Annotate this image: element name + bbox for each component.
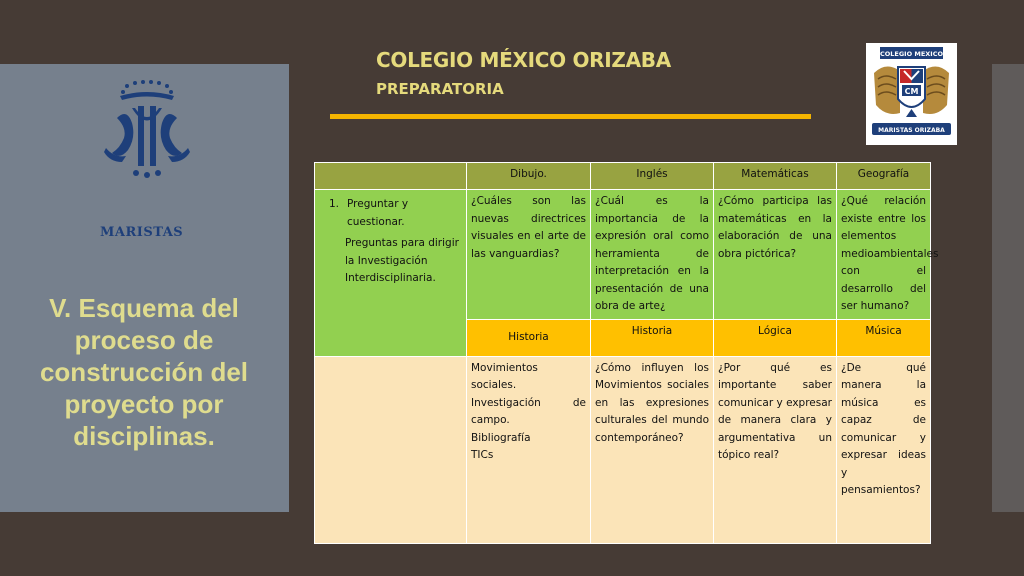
school-level: PREPARATORIA: [376, 80, 504, 98]
cell-musica-question: ¿De qué manera la música es capaz de comunicar y expresar ideas y pensamientos?: [837, 356, 931, 543]
table-row-questions: [315, 190, 931, 320]
crest-top-text: COLEGIO MEXICO: [879, 50, 944, 58]
subheader-cell-historia-1: Historia: [467, 319, 591, 356]
subheader-cell-historia-2: Historia: [591, 319, 714, 356]
header-cell-dibujo: Dibujo.: [467, 163, 591, 190]
subheader-cell-logica: Lógica: [714, 319, 837, 356]
empty-peach-cell: [315, 356, 467, 543]
method-item: TICs: [471, 449, 494, 461]
cell-historia-methods: [467, 356, 591, 543]
crest-emblem-icon: [866, 43, 957, 145]
guide-cell: [315, 190, 467, 357]
guide-subtext: Preguntas para dirigir la Investigación Interdisciplinaria.: [345, 237, 459, 284]
section-title: V. Esquema del proceso de construcción del proyecto por disciplinas.: [39, 293, 249, 451]
crest-initials: CM: [904, 87, 919, 96]
cell-geografia-question: ¿Qué relación existe entre los elementos medioambientales con el desarrollo del ser humano?: [837, 190, 931, 320]
list-item-text: Preguntar y cuestionar.: [347, 198, 409, 228]
header-cell-matematicas: Matemáticas: [714, 163, 837, 190]
header-cell-empty: [315, 163, 467, 190]
cell-ingles-question: ¿Cuál es la importancia de la expresión oral como herramienta de interpretación en la presentación de una obra de arte¿: [591, 190, 714, 320]
header-cell-geografia: Geografía: [837, 163, 931, 190]
cell-historia-question: ¿Cómo influyen los Movimientos sociales en las expresiones culturales del mundo contemporáneo?: [591, 356, 714, 543]
right-decorative-strip: [992, 64, 1024, 512]
crest-bottom-text: MARISTAS ORIZABA: [878, 127, 945, 134]
list-number: 1.: [329, 198, 340, 210]
maristas-logo: [92, 78, 202, 182]
disciplines-table: [314, 162, 939, 544]
left-panel: [0, 64, 289, 512]
gold-divider: [330, 114, 811, 119]
subheader-cell-musica: Música: [837, 319, 931, 356]
cell-dibujo-question: ¿Cuáles son las nuevas directrices visuales en el arte de las vanguardias?: [467, 190, 591, 320]
colegio-crest: [866, 43, 957, 145]
cell-logica-question: ¿Por qué es importante saber comunicar y expresar de manera clara y argumentativa un tópico real?: [714, 356, 837, 543]
table-row-research: [315, 356, 931, 543]
method-item: Movimientos sociales.: [471, 361, 538, 391]
method-item: Bibliografía: [471, 431, 531, 444]
header-cell-ingles: Inglés: [591, 163, 714, 190]
method-item: Investigación de campo.: [471, 396, 586, 426]
cell-matematicas-question: ¿Cómo participa las matemáticas en la elaboración de una obra pictórica?: [714, 190, 837, 320]
school-name: COLEGIO MÉXICO ORIZABA: [376, 48, 671, 72]
list-item: [319, 196, 462, 231]
table-header-row: [315, 163, 931, 190]
maristas-logo-text: MARISTAS: [100, 225, 184, 240]
